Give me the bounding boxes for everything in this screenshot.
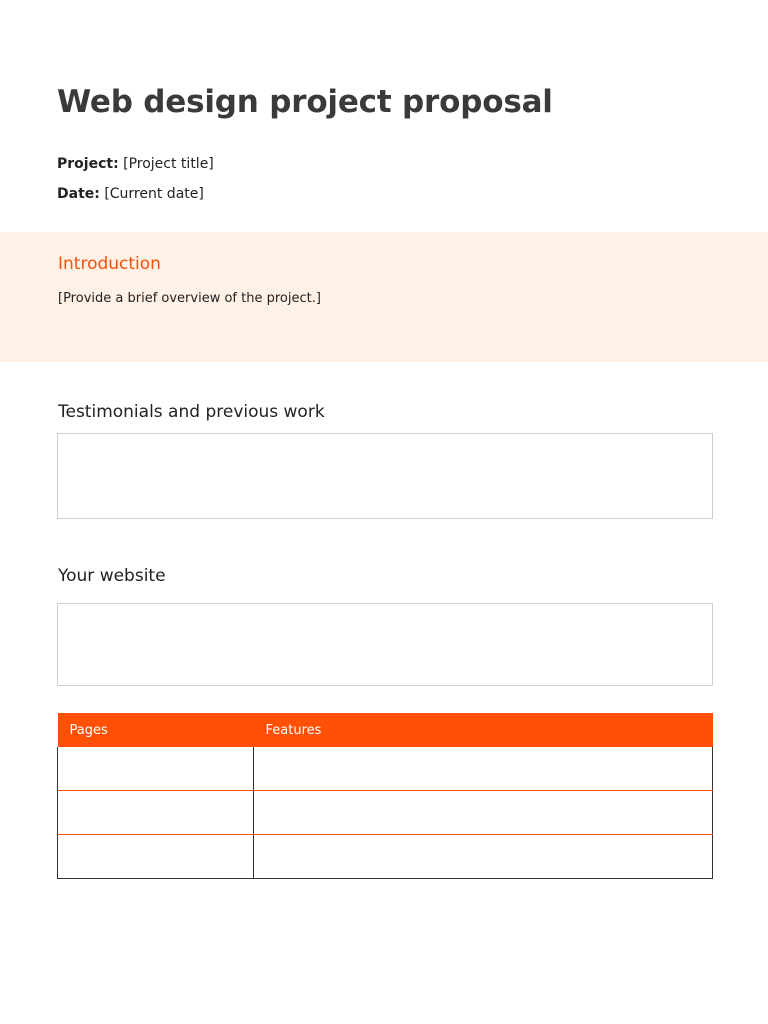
project-label: Project: — [57, 156, 119, 172]
introduction-heading: Introduction — [58, 254, 161, 274]
website-heading: Your website — [58, 566, 166, 586]
pages-column-header: Pages — [58, 713, 254, 747]
pages-features-table — [57, 713, 713, 879]
table-row — [58, 747, 713, 791]
testimonials-box[interactable] — [57, 433, 713, 519]
table-header-row — [58, 713, 713, 747]
features-cell[interactable] — [254, 791, 713, 835]
features-cell[interactable] — [254, 747, 713, 791]
table-row — [58, 791, 713, 835]
project-value: [Project title] — [123, 156, 214, 172]
pages-cell[interactable] — [58, 835, 254, 879]
testimonials-heading: Testimonials and previous work — [58, 402, 325, 422]
website-box[interactable] — [57, 603, 713, 686]
date-label: Date: — [57, 186, 100, 202]
table-row — [58, 835, 713, 879]
date-value: [Current date] — [104, 186, 204, 202]
features-column-header: Features — [254, 713, 713, 747]
introduction-text: [Provide a brief overview of the project.] — [58, 291, 321, 306]
pages-cell[interactable] — [58, 791, 254, 835]
introduction-section — [0, 232, 768, 362]
date-line — [57, 186, 204, 202]
page-title: Web design project proposal — [57, 84, 553, 120]
features-cell[interactable] — [254, 835, 713, 879]
pages-cell[interactable] — [58, 747, 254, 791]
project-line — [57, 156, 214, 172]
